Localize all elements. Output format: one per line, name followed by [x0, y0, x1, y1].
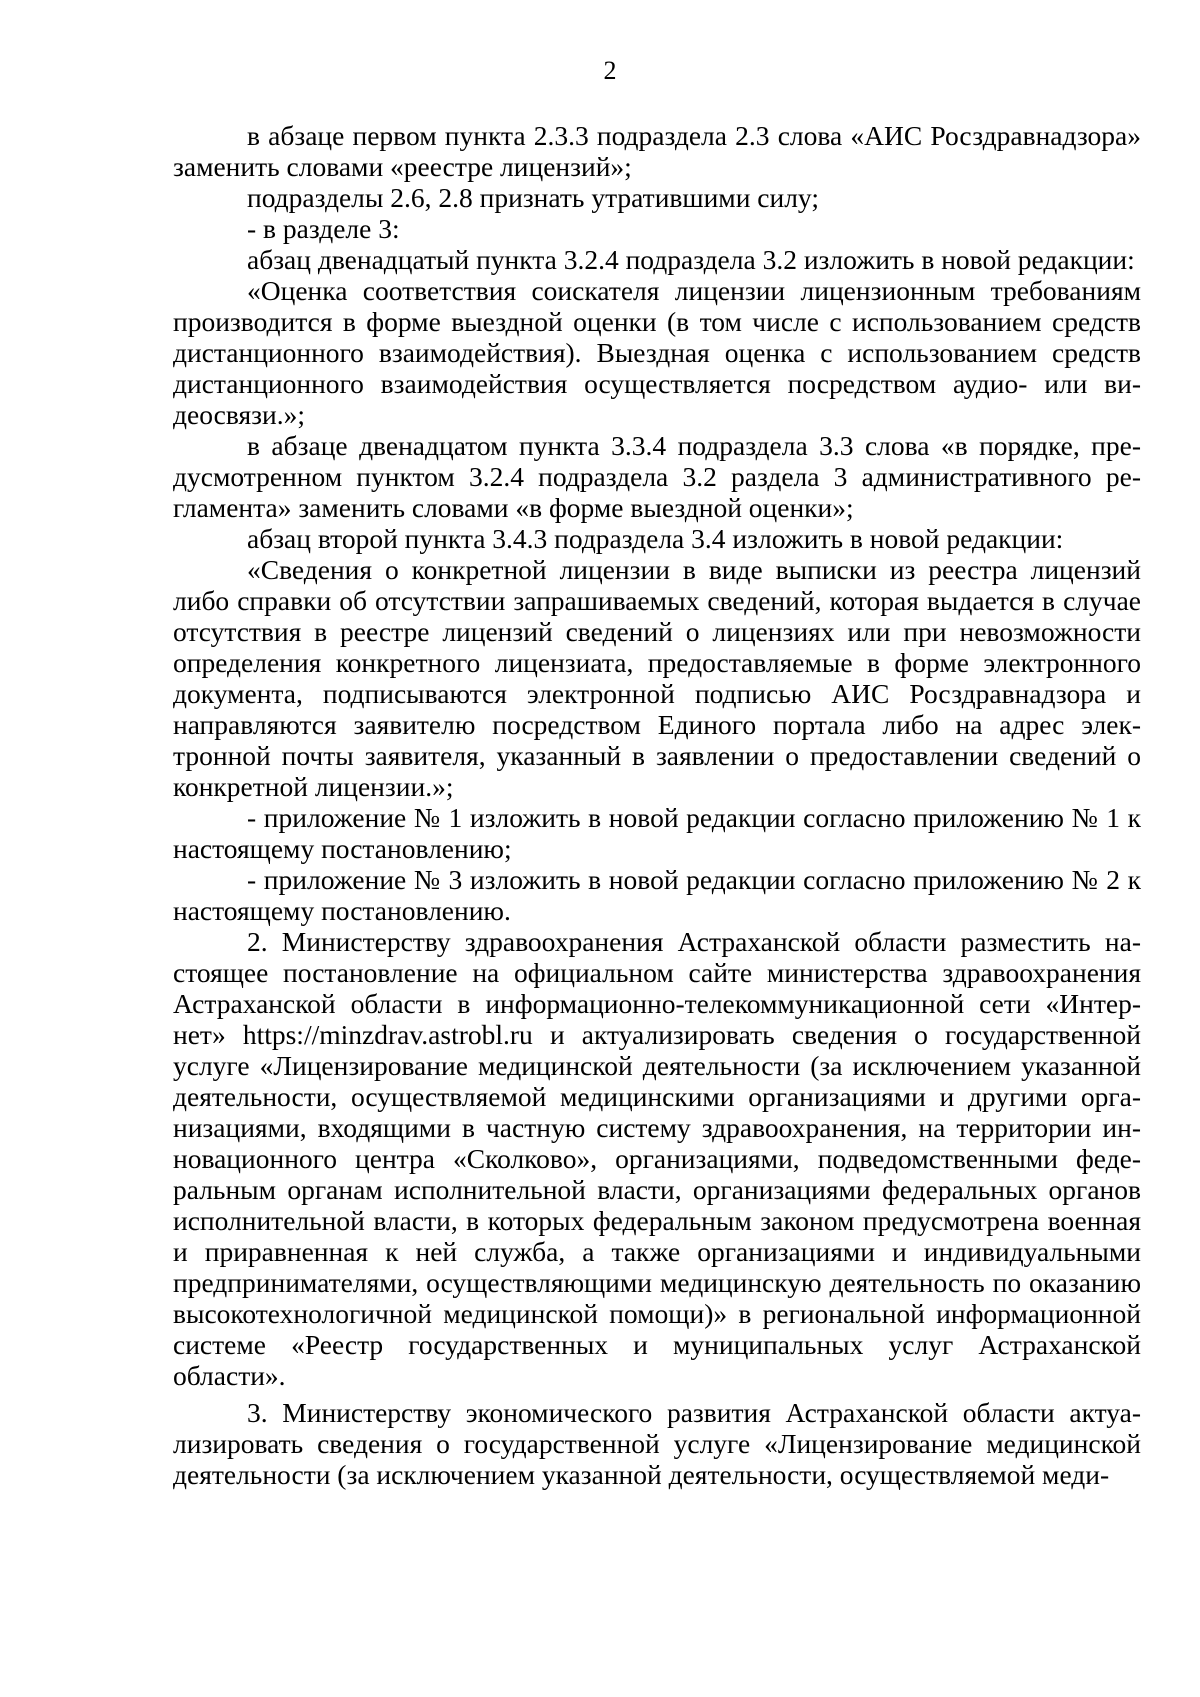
paragraph-appendix-1: - приложение № 1 изложить в новой редакции согласно приложению № 1 к настоящему постановлению;	[173, 802, 1141, 864]
paragraph-3-2-4-intro: абзац двенадцатый пункта 3.2.4 подраздела 3.2 изложить в новой редакции:	[247, 244, 1135, 275]
paragraph-item-3-economy-ministry: 3. Министерству экономического развития Астраханской области актуализировать сведения о государственной услуге «Лицензирование медицинской деятельности (за исключением указанной деятельности, осуществляемой меди-	[173, 1397, 1141, 1490]
paragraph-subsections-void: подразделы 2.6, 2.8 признать утратившими силу;	[247, 182, 819, 213]
paragraph-appendix-3: - приложение № 3 изложить в новой редакции согласно приложению № 2 к настоящему постановлению.	[173, 864, 1141, 926]
page-number: 2	[603, 56, 617, 85]
paragraph-3-4-3-quote: «Сведения о конкретной лицензии в виде выписки из реестра лицензий либо справки об отсутствии запрашиваемых сведений, которая выдается в случае отсутствия в реестре лицензий сведений о лицензиях или при невозможности определения конкретного лицензиата, предоставляемые в форме электронного документа, подписываются электронной подписью АИС Росздравнадзора и направляются заявителю посредством Единого портала либо на адрес электронной почты заявителя, указанный в заявлении о предоставлении сведений о конкретной лицензии.»;	[173, 554, 1141, 802]
paragraph-3-3-4-replacement: в абзаце двенадцатом пункта 3.3.4 подраздела 3.3 слова «в порядке, предусмотренном пунктом 3.2.4 подраздела 3.2 раздела 3 административного регламента» заменить словами «в форме выездной оценки»;	[173, 430, 1141, 523]
paragraph-section-3-heading: - в разделе 3:	[247, 213, 400, 244]
paragraph-ais-replacement: в абзаце первом пункта 2.3.3 подраздела 2.3 слова «АИС Росздравнадзора» заменить словами «реестре лицензий»;	[173, 120, 1141, 182]
paragraph-3-2-4-quote: «Оценка соответствия соискателя лицензии лицензионным требованиям производится в форме выездной оценки (в том числе с использованием средств дистанционного взаимодействия). Выездная оценка с использованием средств дистанционного взаимодействия осуществляется посредством аудио- или видеосвязи.»;	[173, 275, 1141, 430]
paragraph-3-4-3-intro: абзац второй пункта 3.4.3 подраздела 3.4 изложить в новой редакции:	[247, 523, 1064, 554]
document-body	[173, 120, 1141, 1490]
paragraph-item-2-health-ministry: 2. Министерству здравоохранения Астраханской области разместить настоящее постановление на официальном сайте министерства здравоохранения Астраханской области в информационно-телекоммуникационной сети «Интернет» https://minzdrav.astrobl.ru и актуализировать сведения о государственной услуге «Лицензирование медицинской деятельности (за исключением указанной деятельности, осуществляемой медицинскими организациями и другими организациями, входящими в частную систему здравоохранения, на территории инновационного центра «Сколково», организациями, подведомственными федеральным органам исполнительной власти, организациями федеральных органов исполнительной власти, в которых федеральным законом предусмотрена военная и приравненная к ней служба, а также организациями и индивидуальными предпринимателями, осуществляющими медицинскую деятельность по оказанию высокотехнологичной медицинской помощи)» в региональной информационной системе «Реестр государственных и муниципальных услуг Астраханской области».	[173, 926, 1141, 1391]
